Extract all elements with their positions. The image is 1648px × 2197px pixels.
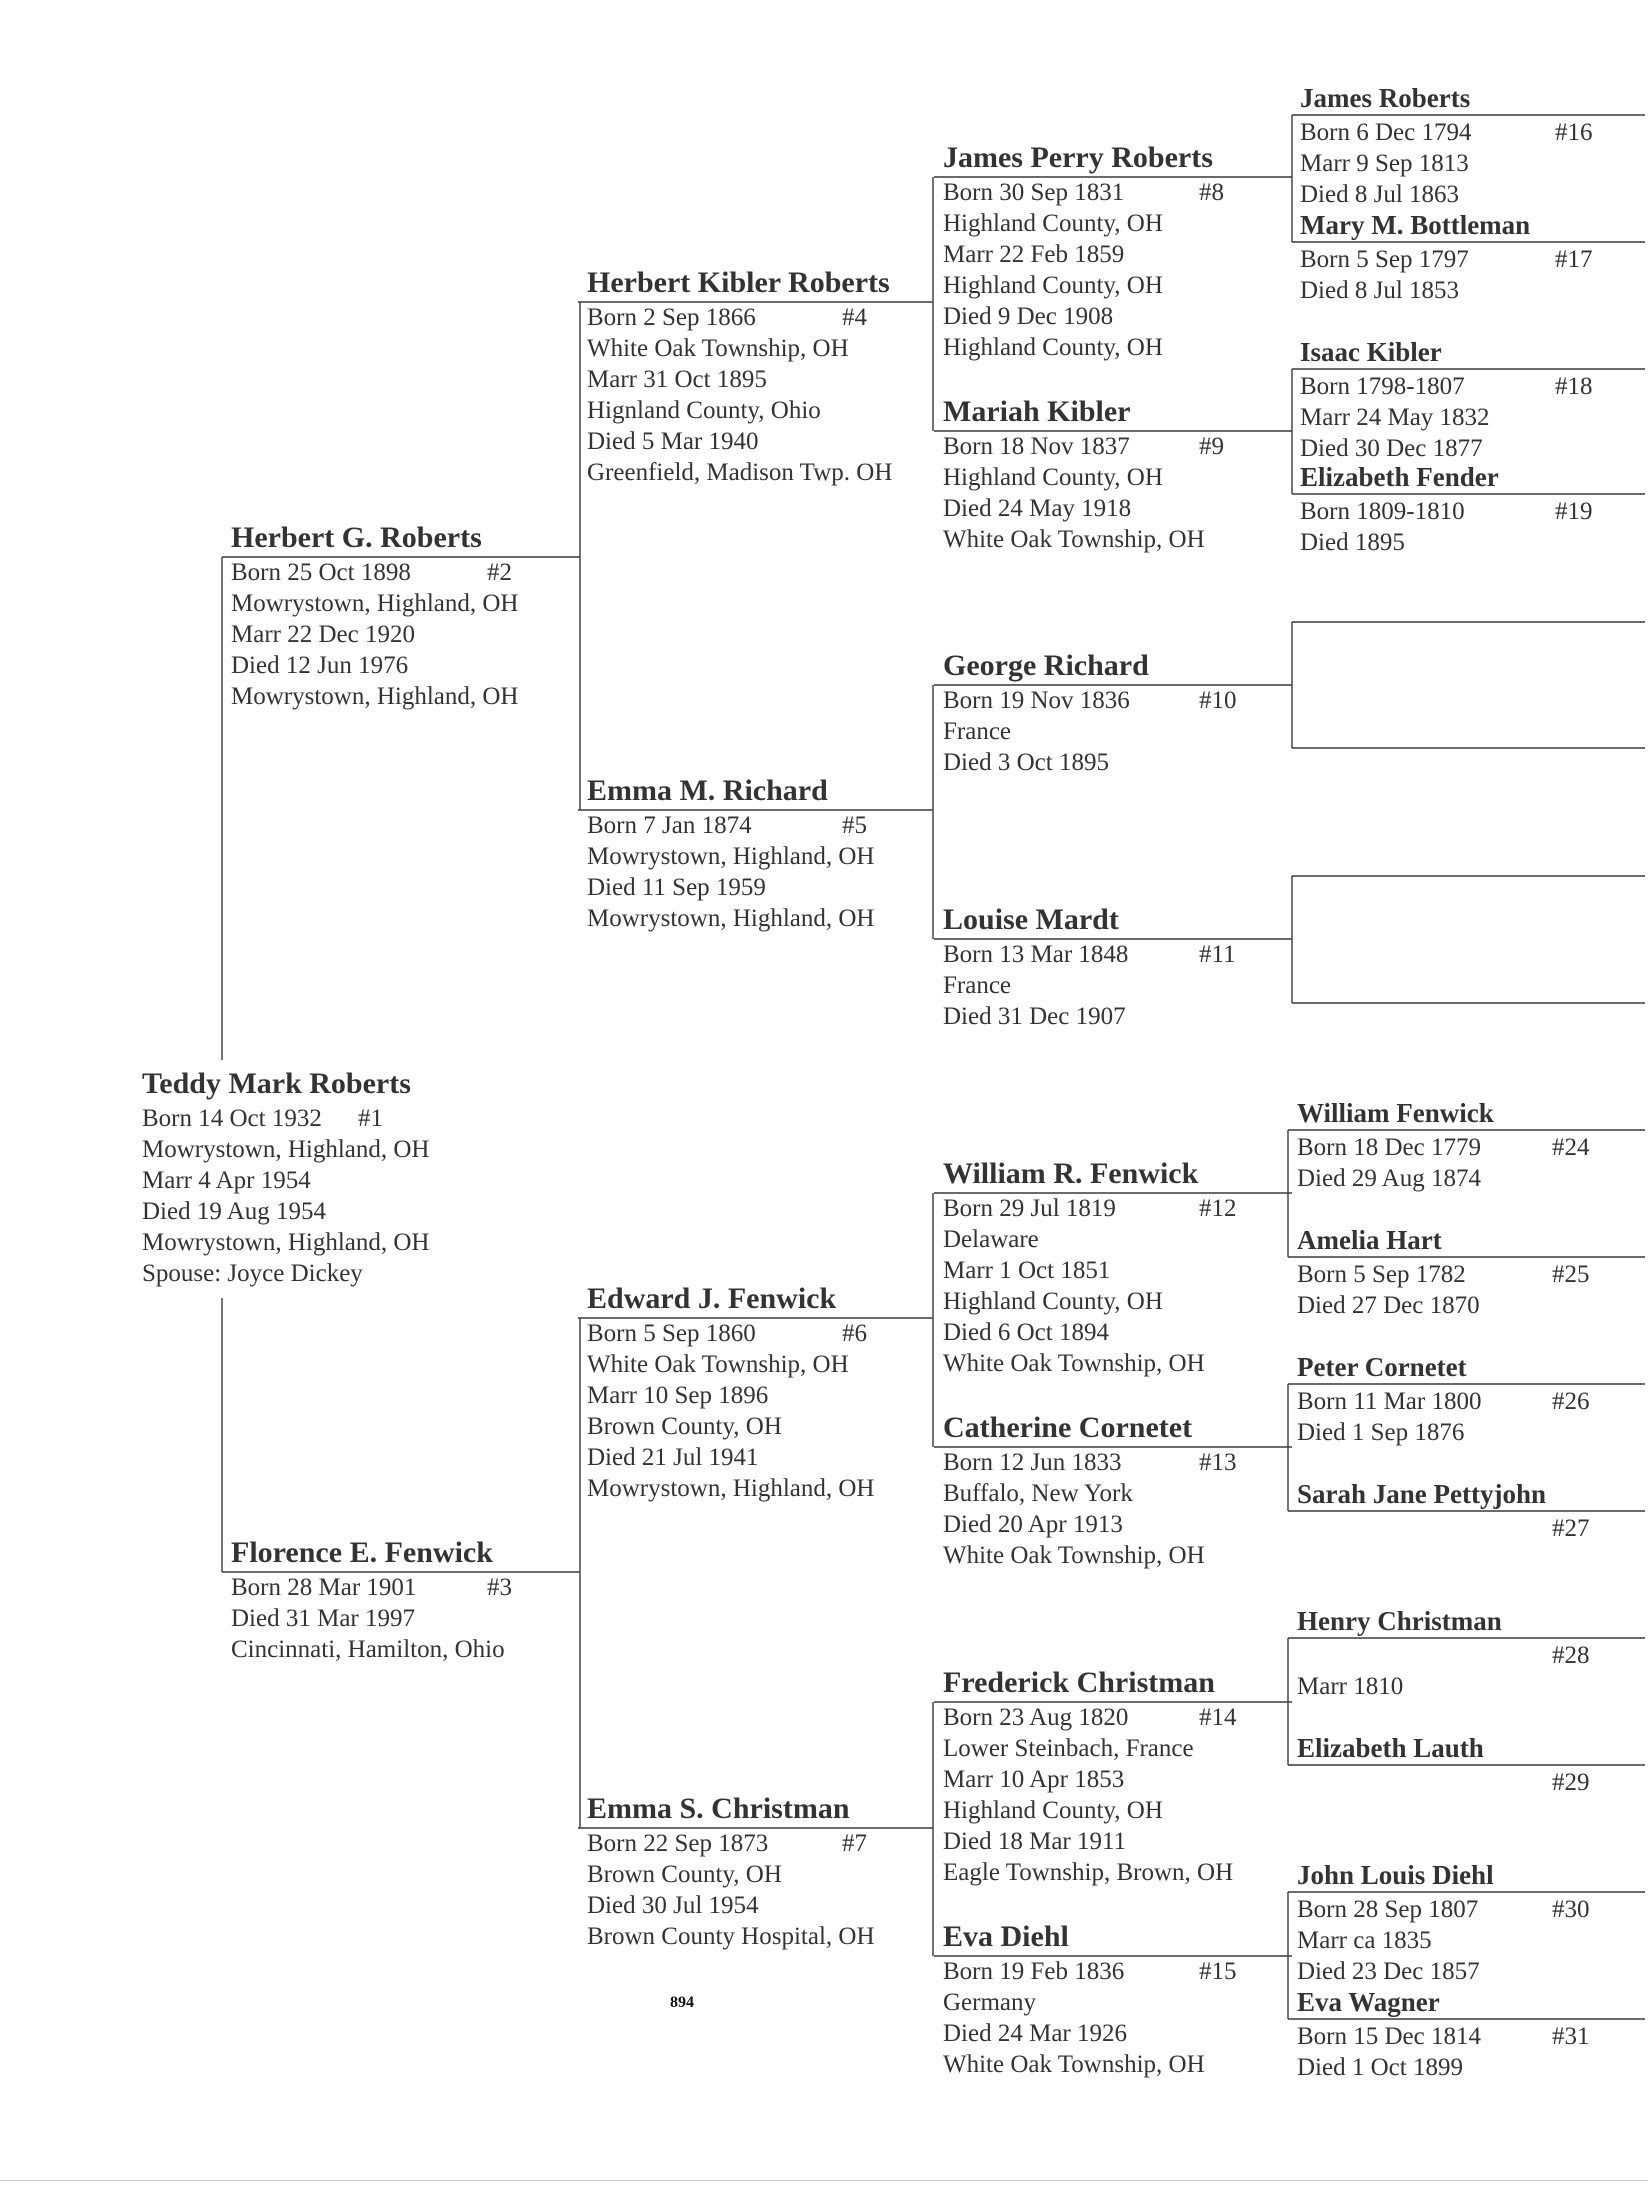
person-detail-line: Died 1 Sep 1876 [1297,1419,1465,1446]
person-detail-line: Died 1 Oct 1899 [1297,2054,1463,2081]
person-detail-line: Born 13 Mar 1848 [943,941,1129,968]
person-detail-line: Born 25 Oct 1898 [231,559,411,586]
person-detail-line: Died 9 Dec 1908 [943,303,1114,330]
person-detail-line: Born 12 Jun 1833 [943,1449,1122,1476]
person-detail-line: Mowrystown, Highland, OH [587,1475,875,1502]
person-detail-line: Born 28 Mar 1901 [231,1574,417,1601]
person-detail-line: Marr 31 Oct 1895 [587,366,767,393]
person-detail-line: Mowrystown, Highland, OH [587,843,875,870]
person-detail-line: Highland County, OH [943,210,1163,237]
person-detail-line: Died 11 Sep 1959 [587,874,766,901]
person-name: Henry Christman [1297,1606,1502,1636]
person-number: #13 [1199,1449,1237,1476]
person-detail-line: Born 28 Sep 1807 [1297,1896,1479,1923]
person-number: #4 [842,304,867,331]
person-detail-line: Marr 1 Oct 1851 [943,1257,1111,1284]
person-number: #11 [1199,941,1236,968]
person-name: Louise Mardt [943,903,1119,936]
person-detail-line: Born 29 Jul 1819 [943,1195,1116,1222]
person-detail-line: Died 6 Oct 1894 [943,1319,1109,1346]
person-number: #25 [1552,1261,1590,1288]
person-detail-line: Cincinnati, Hamilton, Ohio [231,1636,505,1663]
person-detail-line: Born 7 Jan 1874 [587,812,752,839]
person-detail-line: Germany [943,1989,1037,2016]
person-name: Isaac Kibler [1300,337,1442,367]
person-number: #28 [1552,1642,1590,1669]
person-detail-line: Died 24 Mar 1926 [943,2020,1127,2047]
person-detail-line: Born 14 Oct 1932 [142,1105,322,1132]
person-number: #26 [1552,1388,1590,1415]
person-detail-line: Born 19 Nov 1836 [943,687,1130,714]
person-detail-line: Hignland County, Ohio [587,397,821,424]
person-number: #6 [842,1320,867,1347]
person-detail-line: Brown County Hospital, OH [587,1923,875,1950]
person-detail-line: Highland County, OH [943,464,1163,491]
person-number: #29 [1552,1769,1590,1796]
person-number: #18 [1555,373,1593,400]
person-detail-line: Died 27 Dec 1870 [1297,1292,1480,1319]
person-detail-line: Died 5 Mar 1940 [587,428,759,455]
person-detail-line: Born 1809-1810 [1300,498,1465,525]
person-number: #30 [1552,1896,1590,1923]
person-name: Frederick Christman [943,1666,1215,1699]
person-detail-line: France [943,972,1012,999]
page-number: 894 [670,1994,694,2011]
person-name: Teddy Mark Roberts [142,1067,411,1100]
person-name: Amelia Hart [1297,1225,1442,1255]
person-detail-line: Died 20 Apr 1913 [943,1511,1123,1538]
person-detail-line: Died 8 Jul 1863 [1300,181,1460,208]
person-detail-line: Marr 10 Sep 1896 [587,1382,769,1409]
person-name: Mariah Kibler [943,395,1131,428]
person-detail-line: Died 30 Dec 1877 [1300,435,1483,462]
person-detail-line: Born 1798-1807 [1300,373,1465,400]
person-detail-line: Born 23 Aug 1820 [943,1704,1129,1731]
person-number: #27 [1552,1515,1590,1542]
person-number: #14 [1199,1704,1237,1731]
person-number: #17 [1555,246,1593,273]
person-detail-line: Marr 24 May 1832 [1300,404,1490,431]
person-detail-line: Highland County, OH [943,1797,1163,1824]
person-detail-line: Died 8 Jul 1853 [1300,277,1460,304]
person-name: William Fenwick [1297,1098,1494,1128]
person-detail-line: Died 12 Jun 1976 [231,652,409,679]
person-number: #16 [1555,119,1593,146]
person-detail-line: Eagle Township, Brown, OH [943,1859,1234,1886]
person-name: James Perry Roberts [943,141,1213,174]
person-detail-line: Highland County, OH [943,272,1163,299]
person-detail-line: Died 30 Jul 1954 [587,1892,759,1919]
person-detail-line: White Oak Township, OH [943,1542,1205,1569]
person-detail-line: Marr 9 Sep 1813 [1300,150,1469,177]
person-detail-line: Lower Steinbach, France [943,1735,1194,1762]
person-detail-line: Marr 22 Dec 1920 [231,621,415,648]
person-detail-line: Born 19 Feb 1836 [943,1958,1125,1985]
person-number: #1 [358,1105,383,1132]
person-detail-line: Brown County, OH [587,1413,782,1440]
person-name: William R. Fenwick [943,1157,1199,1190]
person-detail-line: Born 5 Sep 1860 [587,1320,756,1347]
person-detail-line: Died 19 Aug 1954 [142,1198,327,1225]
person-detail-line: Born 18 Dec 1779 [1297,1134,1481,1161]
person-detail-line: Mowrystown, Highland, OH [142,1229,430,1256]
person-number: #31 [1552,2023,1590,2050]
person-number: #19 [1555,498,1593,525]
person-detail-line: Born 6 Dec 1794 [1300,119,1472,146]
person-detail-line: Marr 1810 [1297,1673,1404,1700]
person-detail-line: Marr 4 Apr 1954 [142,1167,311,1194]
person-name: Florence E. Fenwick [231,1536,493,1569]
person-number: #7 [842,1830,867,1857]
person-name: Mary M. Bottleman [1300,210,1531,240]
person-name: Emma S. Christman [587,1792,850,1825]
person-detail-line: Died 31 Dec 1907 [943,1003,1126,1030]
person-detail-line: Born 5 Sep 1797 [1300,246,1469,273]
person-detail-line: Died 23 Dec 1857 [1297,1958,1480,1985]
person-detail-line: Mowrystown, Highland, OH [231,590,519,617]
person-name: Eva Diehl [943,1920,1069,1953]
person-detail-line: Delaware [943,1226,1039,1253]
person-detail-line: Highland County, OH [943,1288,1163,1315]
person-number: #8 [1199,179,1224,206]
person-name: George Richard [943,649,1149,682]
person-detail-line: White Oak Township, OH [943,1350,1205,1377]
person-detail-line: White Oak Township, OH [587,335,849,362]
person-number: #10 [1199,687,1237,714]
person-detail-line: Died 1895 [1300,529,1405,556]
person-detail-line: Died 21 Jul 1941 [587,1444,759,1471]
person-name: Herbert G. Roberts [231,521,482,554]
person-detail-line: France [943,718,1012,745]
person-detail-line: Born 2 Sep 1866 [587,304,756,331]
person-number: #2 [487,559,512,586]
person-detail-line: Died 29 Aug 1874 [1297,1165,1482,1192]
person-detail-line: Died 31 Mar 1997 [231,1605,415,1632]
person-name: Peter Cornetet [1297,1352,1467,1382]
person-detail-line: Born 11 Mar 1800 [1297,1388,1482,1415]
person-detail-line: White Oak Township, OH [943,2051,1205,2078]
person-name: Elizabeth Lauth [1297,1733,1484,1763]
person-detail-line: Greenfield, Madison Twp. OH [587,459,893,486]
person-name: Elizabeth Fender [1300,462,1499,492]
person-name: Sarah Jane Pettyjohn [1297,1479,1546,1509]
person-detail-line: Mowrystown, Highland, OH [587,905,875,932]
person-detail-line: Born 30 Sep 1831 [943,179,1125,206]
person-name: John Louis Diehl [1297,1860,1494,1890]
person-number: #12 [1199,1195,1237,1222]
person-name: Emma M. Richard [587,774,828,807]
person-detail-line: Marr 10 Apr 1853 [943,1766,1125,1793]
person-detail-line: Highland County, OH [943,334,1163,361]
person-detail-line: Marr 22 Feb 1859 [943,241,1125,268]
person-name: Eva Wagner [1297,1987,1440,2017]
person-number: #5 [842,812,867,839]
bottom-rule [0,2180,1648,2181]
person-number: #15 [1199,1958,1237,1985]
person-name: Catherine Cornetet [943,1411,1193,1444]
person-detail-line: Spouse: Joyce Dickey [142,1260,363,1287]
person-name: James Roberts [1300,83,1471,113]
person-name: Edward J. Fenwick [587,1282,837,1315]
person-detail-line: Born 22 Sep 1873 [587,1830,769,1857]
person-detail-line: Died 24 May 1918 [943,495,1132,522]
person-number: #24 [1552,1134,1590,1161]
person-detail-line: Mowrystown, Highland, OH [142,1136,430,1163]
person-detail-line: Born 5 Sep 1782 [1297,1261,1466,1288]
person-name: Herbert Kibler Roberts [587,266,890,299]
person-detail-line: Born 18 Nov 1837 [943,433,1130,460]
person-detail-line: Brown County, OH [587,1861,782,1888]
person-detail-line: Died 18 Mar 1911 [943,1828,1127,1855]
person-detail-line: Born 15 Dec 1814 [1297,2023,1481,2050]
person-number: #9 [1199,433,1224,460]
person-detail-line: Marr ca 1835 [1297,1927,1432,1954]
person-number: #3 [487,1574,512,1601]
person-detail-line: Died 3 Oct 1895 [943,749,1109,776]
person-detail-line: Buffalo, New York [943,1480,1133,1507]
person-detail-line: White Oak Township, OH [943,526,1205,553]
person-detail-line: Mowrystown, Highland, OH [231,683,519,710]
person-detail-line: White Oak Township, OH [587,1351,849,1378]
